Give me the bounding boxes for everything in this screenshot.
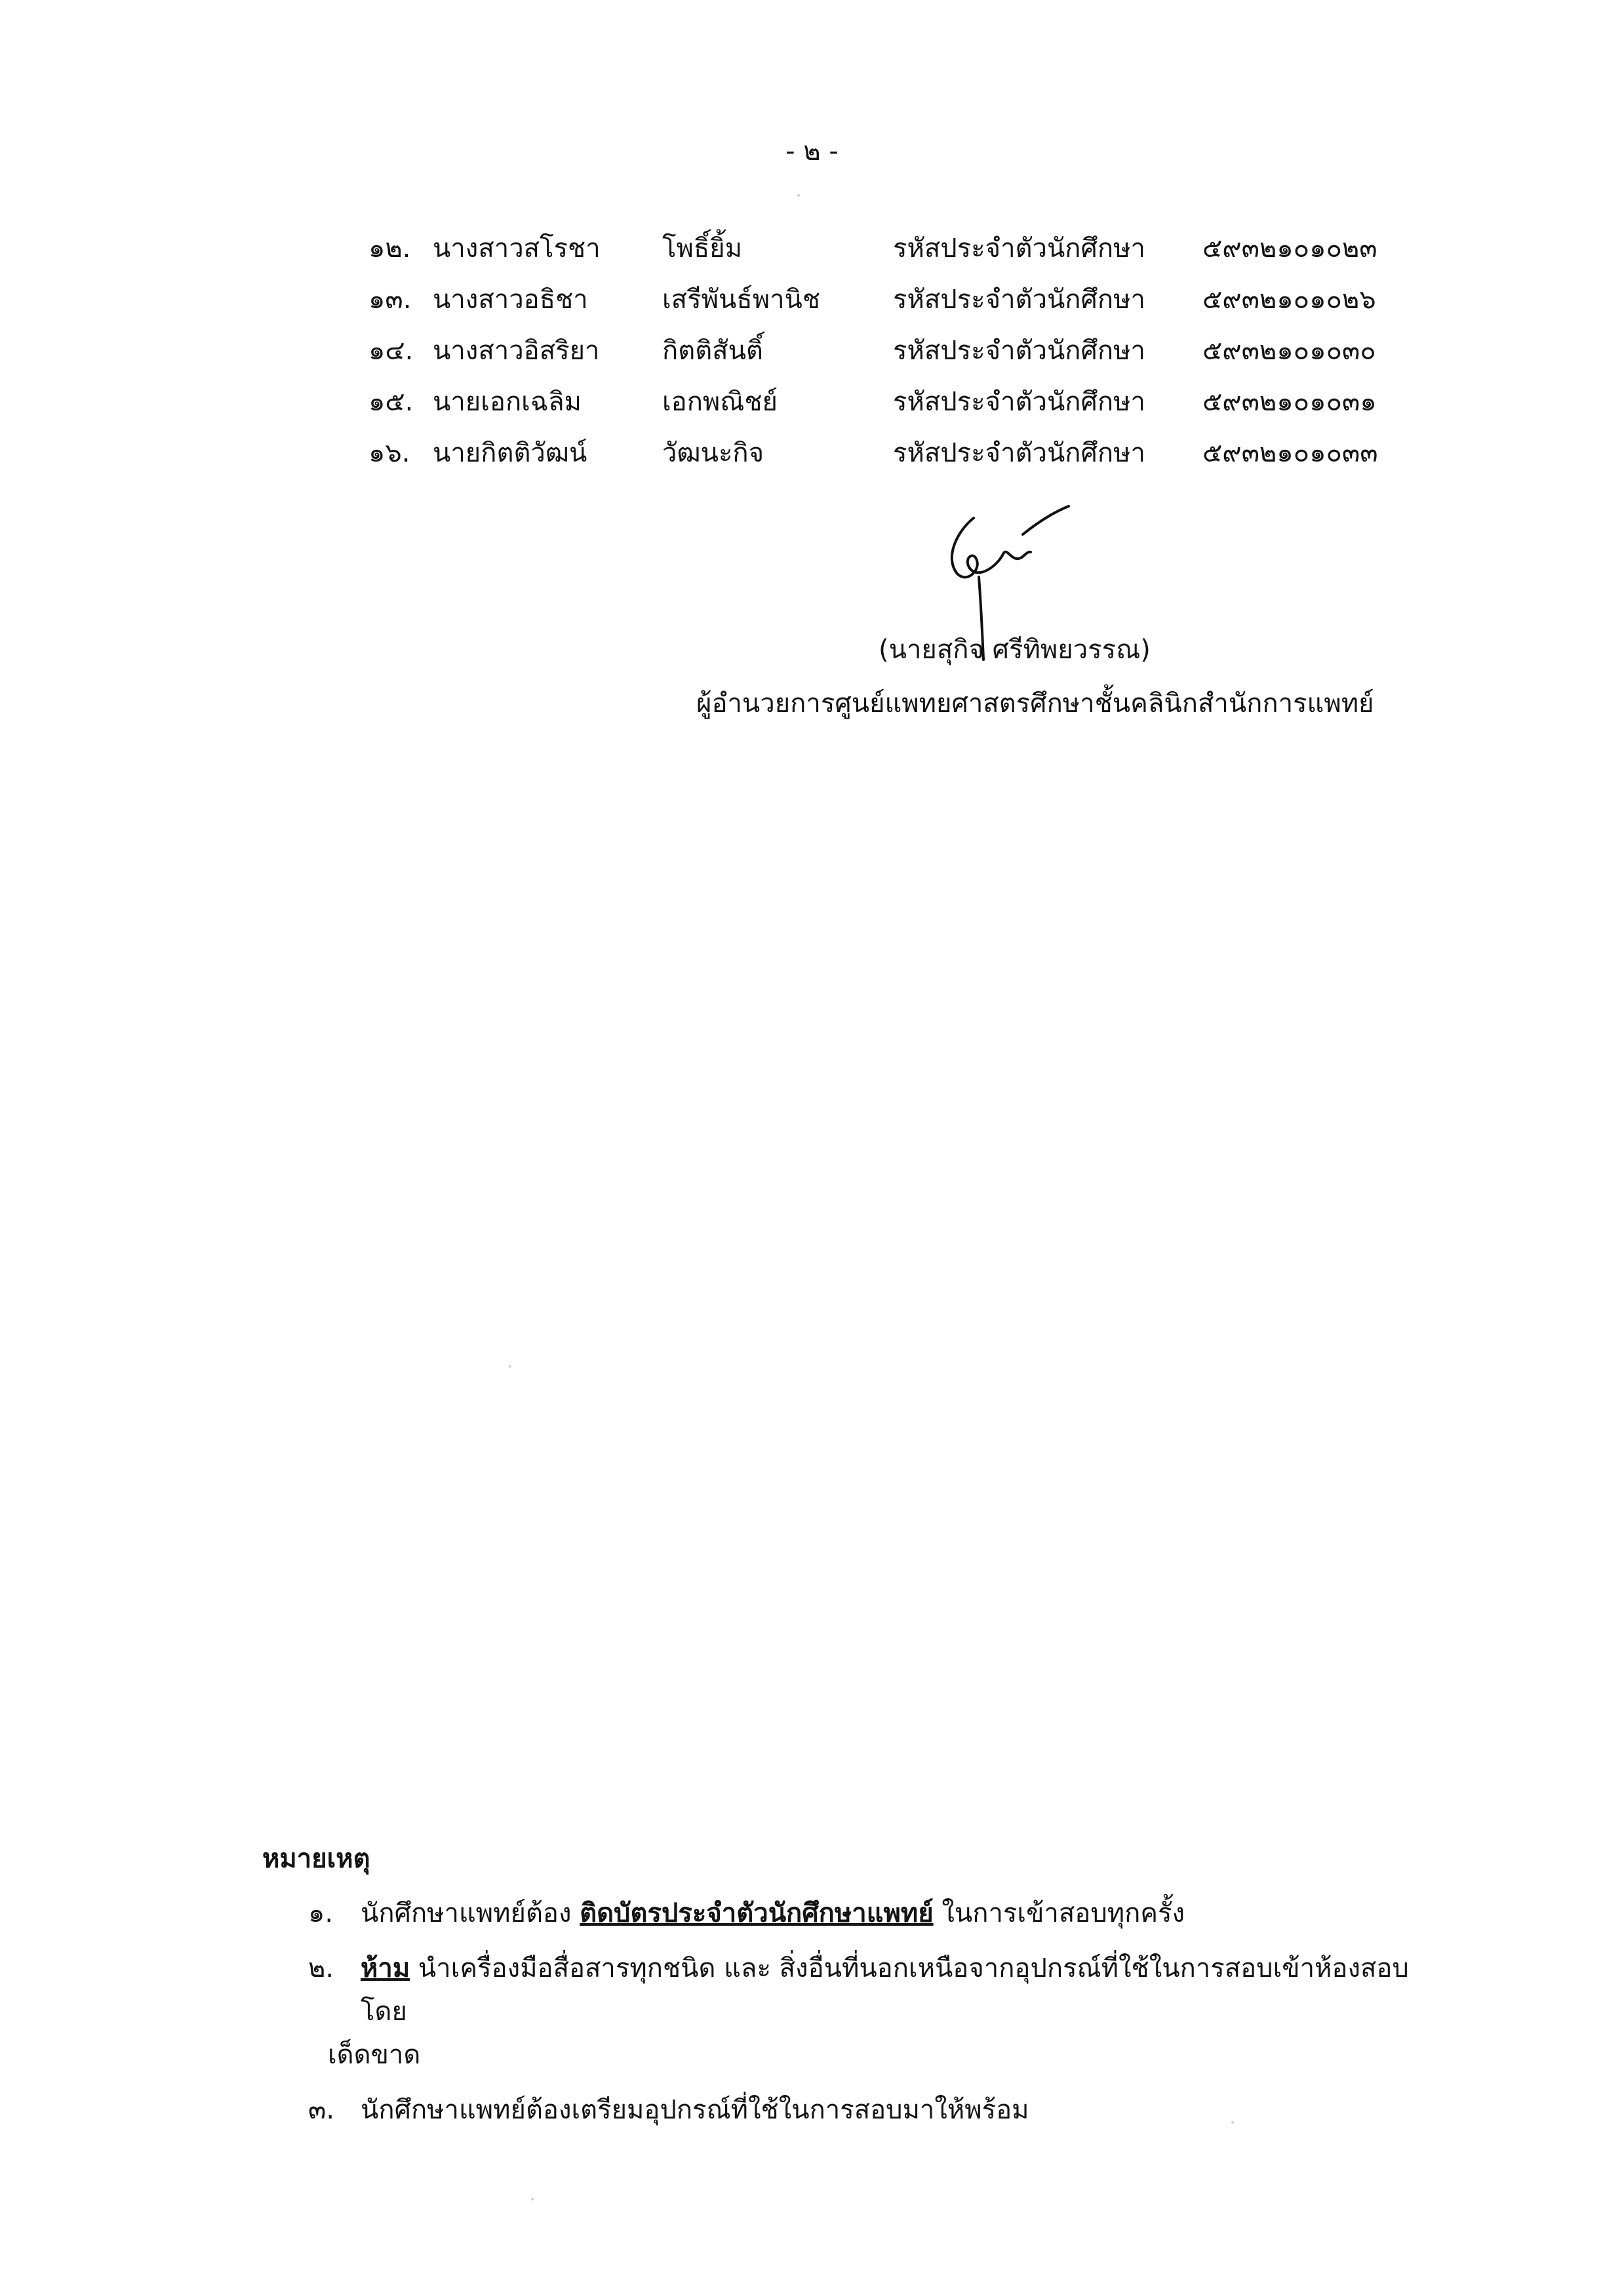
note-number: ๓. bbox=[308, 2095, 335, 2125]
scan-speck bbox=[1231, 2121, 1234, 2124]
page-number: - ๒ - bbox=[785, 136, 839, 167]
note-number: ๒. bbox=[308, 1953, 334, 1983]
note-text: ในการเข้าสอบทุกครั้ง bbox=[933, 1898, 1185, 1928]
notes-section bbox=[262, 1839, 1416, 2143]
notes-title: หมายเหตุ bbox=[262, 1844, 370, 1874]
student-id: ๕๙๓๒๑๐๑๐๓๐ bbox=[1202, 336, 1376, 366]
student-last-name: เสรีพันธ์พานิช bbox=[662, 285, 821, 315]
student-id-label: รหัสประจำตัวนักศึกษา bbox=[893, 233, 1145, 264]
student-row bbox=[368, 325, 1483, 376]
scan-speck bbox=[531, 2198, 534, 2200]
note-continuation: เด็ดขาด bbox=[328, 2040, 421, 2070]
signer-name: (นายสุกิจ ศรีทิพยวรรณ) bbox=[879, 635, 1151, 665]
note-item bbox=[262, 2088, 1416, 2132]
student-id-label: รหัสประจำตัวนักศึกษา bbox=[893, 285, 1145, 315]
signer-title: ผู้อำนวยการศูนย์แพทยศาสตรศึกษาชั้นคลินิกสำนักการแพทย์ bbox=[696, 688, 1374, 719]
student-list bbox=[368, 223, 1483, 479]
scan-speck bbox=[509, 1365, 511, 1368]
student-last-name: วัฒนะกิจ bbox=[662, 438, 764, 468]
scan-speck bbox=[797, 194, 800, 197]
student-first-name: นางสาวอิสริยา bbox=[433, 336, 600, 366]
student-number: ๑๒. bbox=[368, 233, 411, 264]
student-id: ๕๙๓๒๑๐๑๐๒๖ bbox=[1202, 285, 1376, 315]
student-id-label: รหัสประจำตัวนักศึกษา bbox=[893, 336, 1145, 366]
student-last-name: เอกพณิชย์ bbox=[662, 387, 778, 417]
student-id: ๕๙๓๒๑๐๑๐๓๑ bbox=[1202, 387, 1377, 417]
student-number: ๑๖. bbox=[368, 438, 410, 468]
note-text: นักศึกษาแพทย์ต้อง bbox=[361, 1898, 580, 1928]
note-number: ๑. bbox=[308, 1898, 334, 1928]
student-row bbox=[368, 223, 1483, 274]
student-first-name: นายเอกเฉลิม bbox=[433, 387, 582, 417]
note-item bbox=[262, 1892, 1416, 1935]
student-last-name: กิตติสันติ์ bbox=[662, 336, 763, 366]
student-last-name: โพธิ์ยิ้ม bbox=[662, 233, 743, 264]
student-first-name: นายกิตติวัฒน์ bbox=[433, 438, 587, 468]
note-emphasis: ติดบัตรประจำตัวนักศึกษาแพทย์ bbox=[580, 1898, 934, 1928]
student-row bbox=[368, 428, 1483, 479]
student-number: ๑๔. bbox=[368, 336, 414, 366]
student-row bbox=[368, 274, 1483, 325]
student-id: ๕๙๓๒๑๐๑๐๓๓ bbox=[1202, 438, 1378, 468]
student-first-name: นางสาวอธิชา bbox=[433, 285, 588, 315]
student-first-name: นางสาวสโรชา bbox=[433, 233, 601, 264]
note-text: นำเครื่องมือสื่อสารทุกชนิด และ สิ่งอื่นที่นอกเหนือจากอุปกรณ์ที่ใช้ในการสอบเข้าห้องสอบโดย bbox=[361, 1953, 1409, 2027]
note-text: นักศึกษาแพทย์ต้องเตรียมอุปกรณ์ที่ใช้ในการสอบมาให้พร้อม bbox=[361, 2095, 1029, 2125]
student-number: ๑๕. bbox=[368, 387, 414, 417]
student-id-label: รหัสประจำตัวนักศึกษา bbox=[893, 438, 1145, 468]
note-item bbox=[262, 1947, 1416, 2077]
note-emphasis: ห้าม bbox=[361, 1953, 410, 1983]
student-id-label: รหัสประจำตัวนักศึกษา bbox=[893, 387, 1145, 417]
student-row bbox=[368, 376, 1483, 428]
student-id: ๕๙๓๒๑๐๑๐๒๓ bbox=[1202, 233, 1377, 264]
student-number: ๑๓. bbox=[368, 285, 412, 315]
